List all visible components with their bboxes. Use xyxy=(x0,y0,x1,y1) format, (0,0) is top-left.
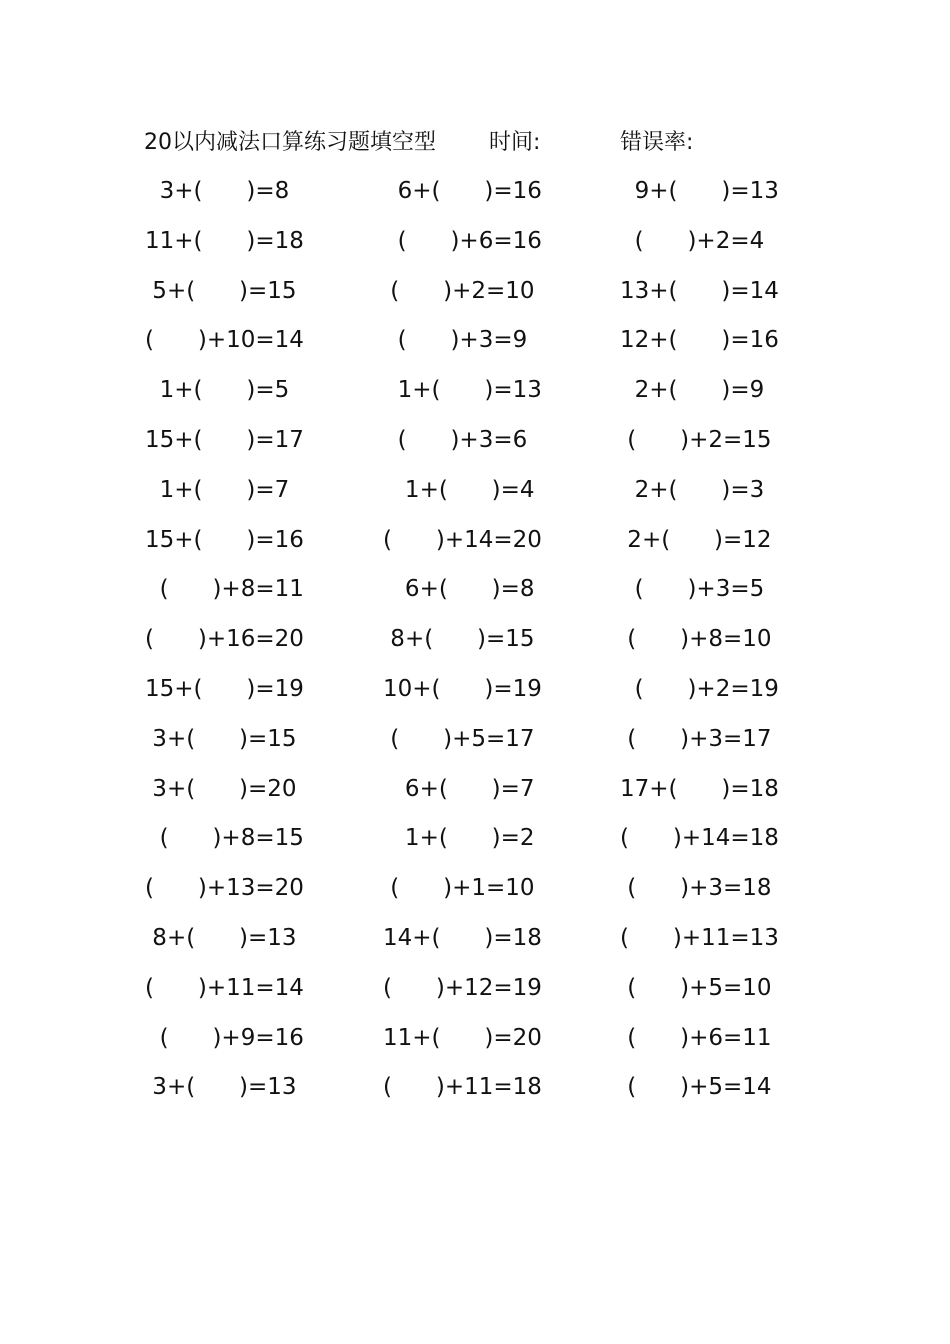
problem-row xyxy=(0,722,950,772)
problem-row xyxy=(0,871,950,921)
problem-item: 3+( )=13 xyxy=(145,1074,297,1101)
problem-row xyxy=(0,622,950,672)
worksheet-header xyxy=(0,126,950,160)
problem-item: ( )+3=18 xyxy=(620,875,772,902)
worksheet-title: 20以内减法口算练习题填空型 xyxy=(144,130,436,155)
problem-item: 6+( )=8 xyxy=(383,576,535,603)
problem-row xyxy=(0,323,950,373)
problem-row xyxy=(0,224,950,274)
problem-row xyxy=(0,672,950,722)
problem-row xyxy=(0,1021,950,1071)
problem-item: ( )+2=19 xyxy=(620,675,779,702)
problem-item: 10+( )=19 xyxy=(383,675,542,702)
problem-item: ( )+3=6 xyxy=(383,426,528,453)
problem-row xyxy=(0,971,950,1021)
problem-item: 9+( )=13 xyxy=(620,178,779,204)
problem-item: 8+( )=15 xyxy=(383,626,535,653)
problem-item: 15+( )=16 xyxy=(145,526,304,553)
problem-item: ( )+16=20 xyxy=(145,626,304,653)
problem-item: ( )+3=17 xyxy=(620,725,772,752)
problem-item: 1+( )=13 xyxy=(383,377,542,404)
problem-item: 14+( )=18 xyxy=(383,924,542,951)
problem-item: ( )+11=13 xyxy=(620,924,779,951)
problem-grid xyxy=(0,174,950,1120)
problem-row xyxy=(0,572,950,622)
problem-item: ( )+14=20 xyxy=(383,526,542,553)
problem-item: ( )+8=10 xyxy=(620,626,772,653)
problem-row xyxy=(0,473,950,523)
problem-item: 2+( )=9 xyxy=(620,377,765,404)
problem-item: 15+( )=17 xyxy=(145,426,304,453)
problem-item: 1+( )=5 xyxy=(145,377,290,404)
problem-item: ( )+12=19 xyxy=(383,974,542,1001)
problem-item: 1+( )=4 xyxy=(383,476,535,503)
error-rate-label: 错误率: xyxy=(620,130,694,155)
problem-item: 11+( )=18 xyxy=(145,227,304,254)
problem-item: 1+( )=2 xyxy=(383,825,535,852)
problem-item: ( )+2=10 xyxy=(383,277,535,304)
problem-item: ( )+5=17 xyxy=(383,725,535,752)
problem-item: 12+( )=16 xyxy=(620,327,779,354)
problem-row xyxy=(0,373,950,423)
problem-item: ( )+6=16 xyxy=(383,227,542,254)
problem-row xyxy=(0,523,950,573)
problem-row xyxy=(0,772,950,822)
problem-item: 11+( )=20 xyxy=(383,1024,542,1051)
problem-row xyxy=(0,1070,950,1120)
problem-item: ( )+13=20 xyxy=(145,875,304,902)
problem-item: ( )+3=5 xyxy=(620,576,765,603)
problem-item: 8+( )=13 xyxy=(145,924,297,951)
problem-item: ( )+9=16 xyxy=(145,1024,304,1051)
problem-item: 15+( )=19 xyxy=(145,675,304,702)
problem-item: 13+( )=14 xyxy=(620,277,779,304)
problem-item: 3+( )=8 xyxy=(145,178,290,204)
problem-item: 2+( )=12 xyxy=(620,526,772,553)
problem-item: ( )+11=18 xyxy=(383,1074,542,1101)
problem-item: ( )+2=4 xyxy=(620,227,765,254)
problem-item: ( )+2=15 xyxy=(620,426,772,453)
problem-item: ( )+1=10 xyxy=(383,875,535,902)
problem-item: ( )+8=11 xyxy=(145,576,304,603)
time-label: 时间: xyxy=(489,130,541,155)
problem-item: 5+( )=15 xyxy=(145,277,297,304)
problem-item: 2+( )=3 xyxy=(620,476,765,503)
problem-item: 3+( )=20 xyxy=(145,775,297,802)
problem-item: ( )+10=14 xyxy=(145,327,304,354)
problem-item: ( )+5=14 xyxy=(620,1074,772,1101)
problem-item: 17+( )=18 xyxy=(620,775,779,802)
problem-item: 3+( )=15 xyxy=(145,725,297,752)
problem-item: ( )+11=14 xyxy=(145,974,304,1001)
problem-row xyxy=(0,423,950,473)
problem-item: ( )+5=10 xyxy=(620,974,772,1001)
problem-row xyxy=(0,921,950,971)
problem-row xyxy=(0,174,950,224)
problem-row xyxy=(0,274,950,324)
problem-item: ( )+6=11 xyxy=(620,1024,772,1051)
problem-item: ( )+3=9 xyxy=(383,327,528,354)
problem-item: 1+( )=7 xyxy=(145,476,290,503)
problem-row xyxy=(0,821,950,871)
problem-item: 6+( )=16 xyxy=(383,178,542,204)
problem-item: ( )+8=15 xyxy=(145,825,304,852)
problem-item: ( )+14=18 xyxy=(620,825,779,852)
problem-item: 6+( )=7 xyxy=(383,775,535,802)
